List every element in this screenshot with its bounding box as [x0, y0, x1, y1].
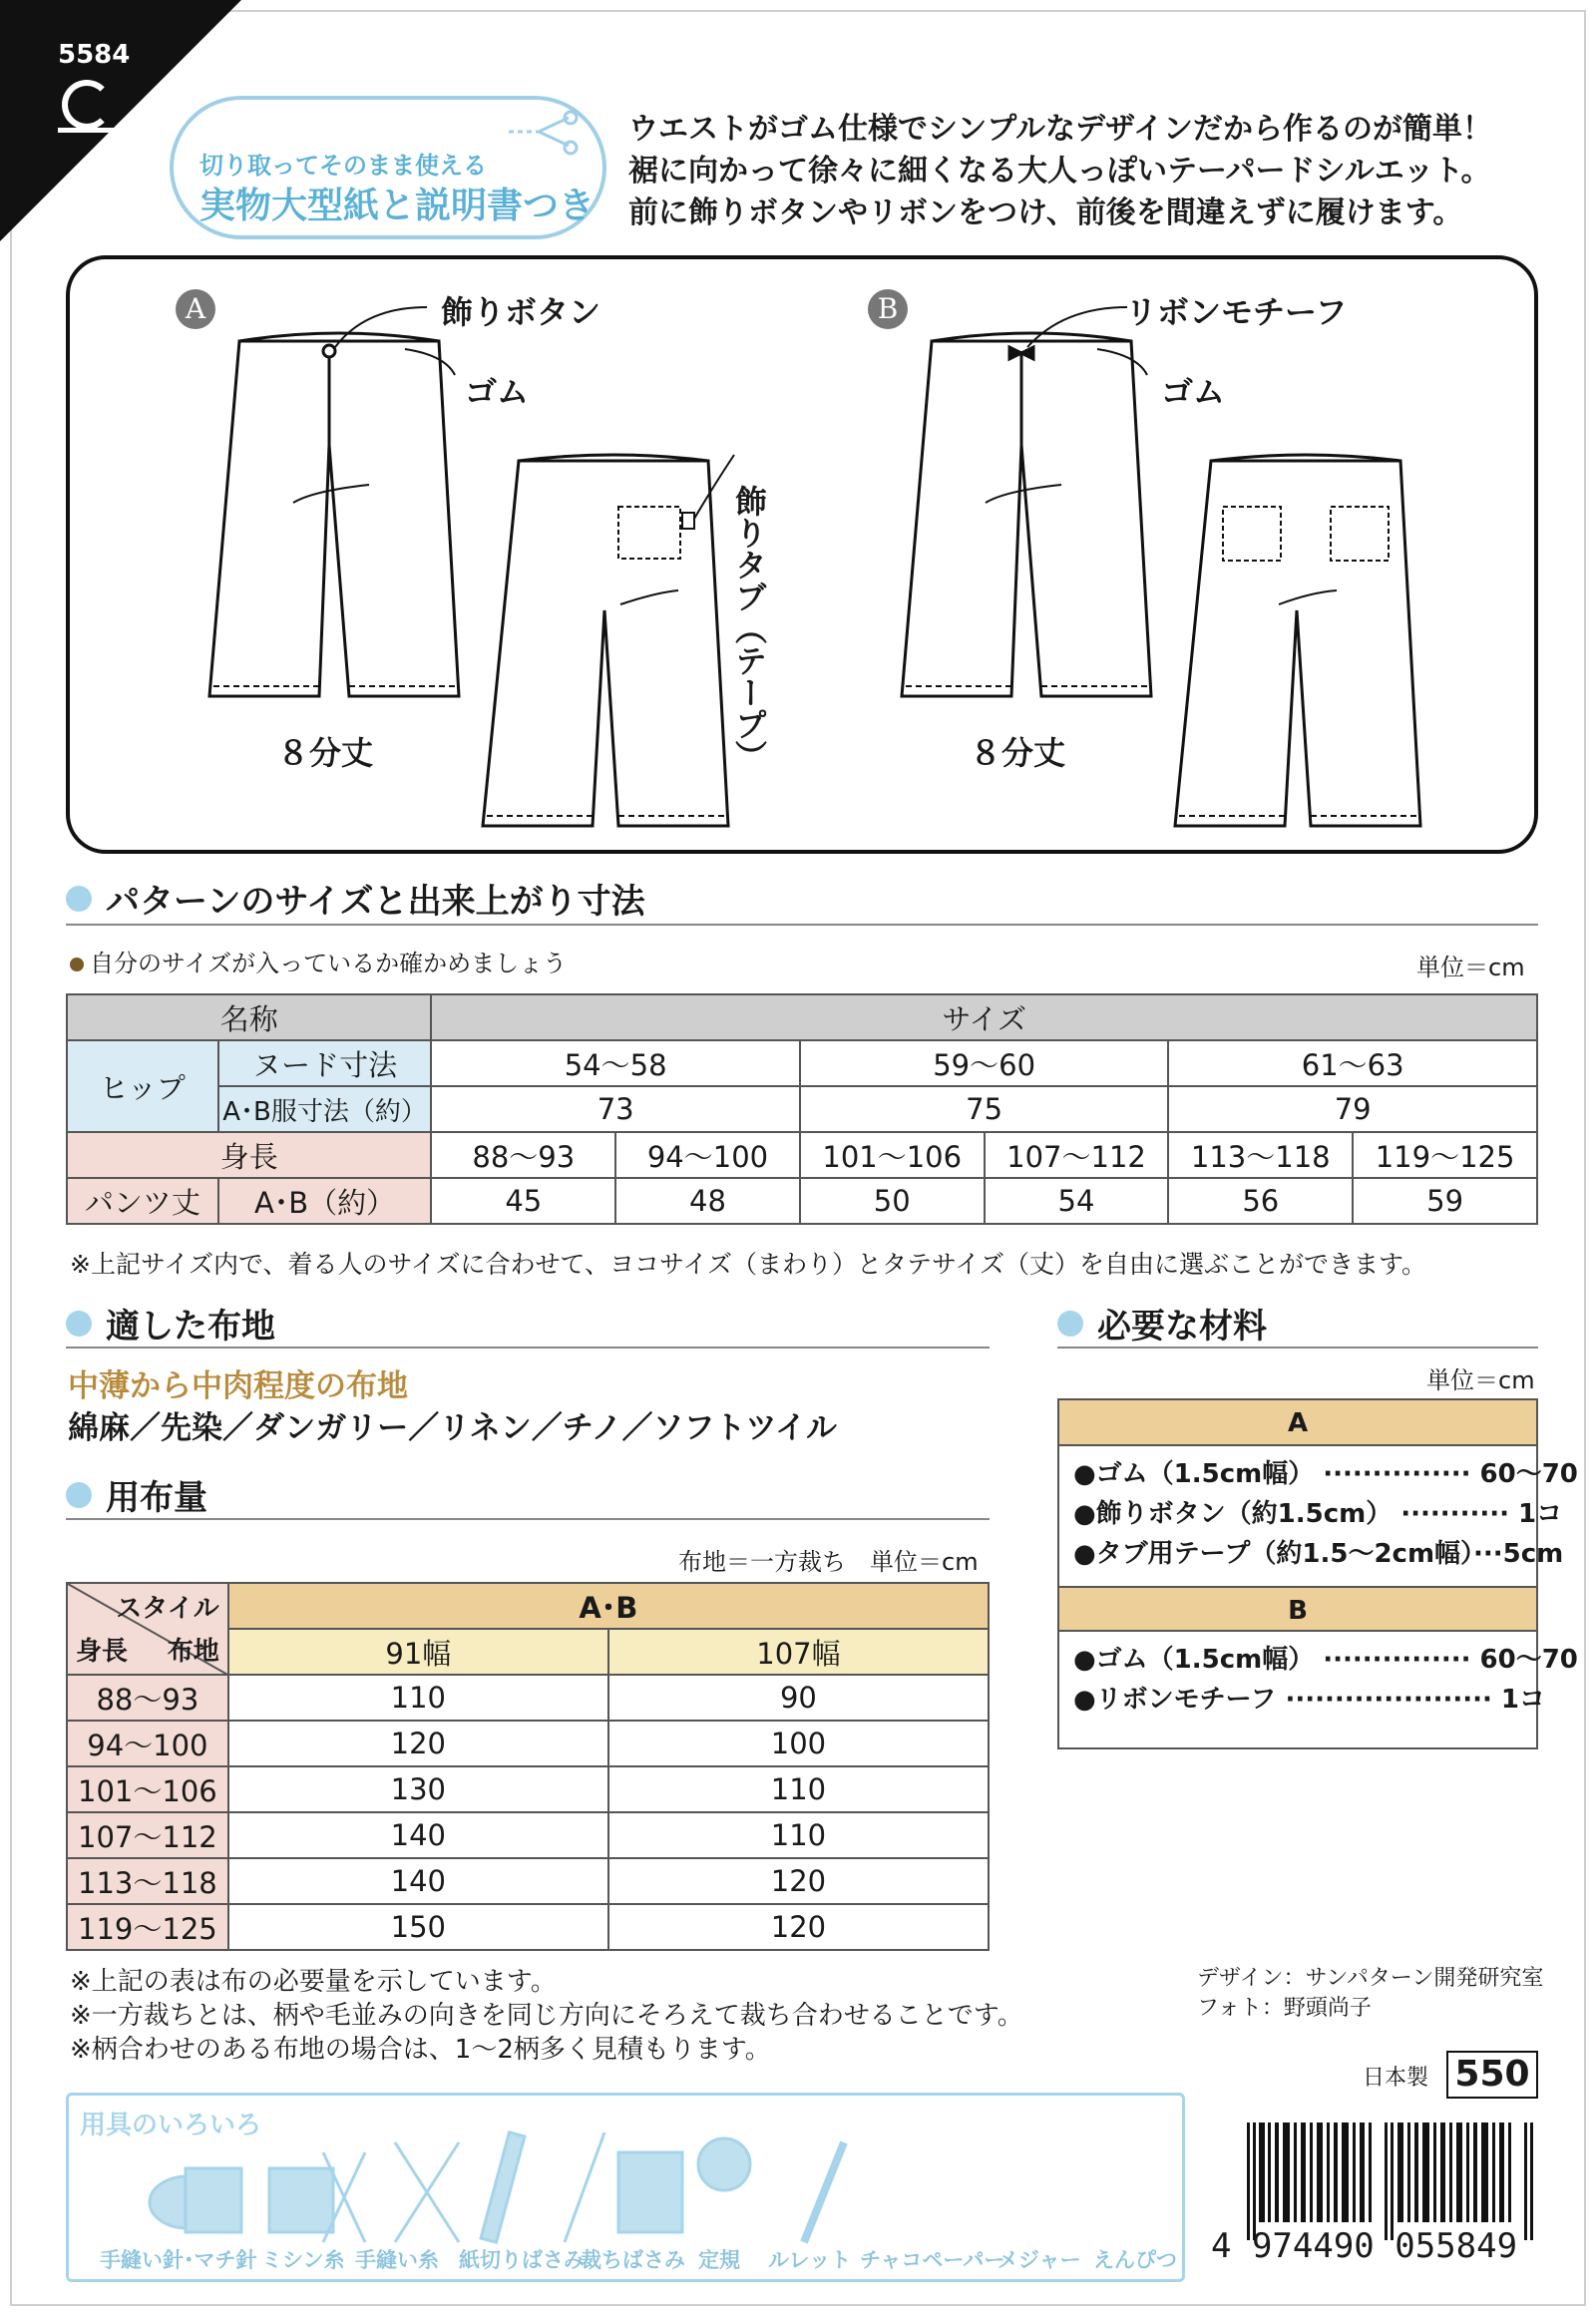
- nude-value: 54〜58: [431, 1040, 799, 1086]
- badge-title: 実物大型紙と説明書つき: [200, 186, 596, 226]
- badge-subtitle: 切り取ってそのまま使える: [200, 152, 487, 180]
- yardage-91: 110: [228, 1675, 608, 1721]
- height-value: 88〜93: [431, 1132, 615, 1178]
- product-code: 5584: [58, 40, 131, 70]
- pencil-icon: [804, 2142, 844, 2242]
- garment-label: A･B服寸法（約）: [218, 1086, 432, 1132]
- size-table: [66, 993, 1538, 1225]
- yardage-91: 120: [228, 1721, 608, 1766]
- yardage-section-rule: [66, 1518, 990, 1520]
- yardage-height: 107〜112: [67, 1812, 228, 1858]
- pants-ab-label: A･B（約）: [218, 1178, 432, 1224]
- pants-value: 59: [1353, 1178, 1537, 1224]
- yardage-height: 94〜100: [67, 1721, 228, 1766]
- materials-unit: 単位＝cm: [1426, 1366, 1535, 1394]
- height-value: 107〜112: [985, 1132, 1169, 1178]
- design-credit: デザイン：サンパターン開発研究室: [1197, 1966, 1544, 1991]
- material-item: ●タブ用テープ（約1.5〜2cm幅）···5cm: [1073, 1539, 1564, 1569]
- tool-label: えんぴつ: [1093, 2248, 1177, 2272]
- materials-section-title: 必要な材料: [1057, 1299, 1267, 1348]
- photo-credit: フォト：野頭尚子: [1197, 1996, 1372, 2021]
- tool-label: 手縫い糸: [355, 2248, 439, 2272]
- tool-label: 定規: [698, 2248, 740, 2272]
- pants-value: 48: [615, 1178, 800, 1224]
- material-item: ●ゴム（1.5cm幅） ··············· 60〜70: [1073, 1645, 1578, 1675]
- fabric-types: 綿麻／先染／ダンガリー／リネン／チノ／ソフトツイル: [68, 1410, 837, 1446]
- fabric-section-title: 適した布地: [66, 1299, 275, 1348]
- garment-value: 79: [1168, 1086, 1537, 1132]
- ruler-icon: [481, 2132, 525, 2242]
- tool-label: ミシン糸: [261, 2248, 345, 2272]
- fabric-weight: 中薄から中肉程度の布地: [68, 1368, 408, 1404]
- yardage-table: [66, 1582, 990, 1951]
- materials-section-rule: [1057, 1347, 1538, 1349]
- fabric-col-label: 布地: [167, 1637, 219, 1667]
- price: 550: [1446, 2051, 1538, 2099]
- tool-label: 裁ちばさみ: [581, 2248, 685, 2272]
- scissors-icon: [509, 110, 579, 160]
- yardage-107: 120: [608, 1904, 989, 1950]
- length-label-a: ８分丈: [277, 734, 374, 772]
- size-unit: 単位＝cm: [1416, 954, 1525, 981]
- pants-value: 50: [800, 1178, 985, 1224]
- tool-label: 手縫い針･マチ針: [100, 2248, 257, 2272]
- yardage-height: 101〜106: [67, 1766, 228, 1812]
- yardage-height: 113〜118: [67, 1858, 228, 1904]
- tool-label: メジャー: [998, 2248, 1081, 2272]
- section-dot-icon: [66, 1311, 92, 1337]
- barcode: [1247, 2123, 1536, 2240]
- tool-label: ルレット: [768, 2248, 852, 2272]
- callout-ribbon: リボンモチーフ: [1125, 293, 1348, 331]
- size-section-rule: [66, 924, 1538, 926]
- height-value: 101〜106: [800, 1132, 985, 1178]
- height-value: 94〜100: [615, 1132, 800, 1178]
- header-size: サイズ: [431, 994, 1537, 1040]
- yardage-107: 100: [608, 1721, 989, 1766]
- style-a-badge: A: [176, 289, 215, 329]
- brand-logo-icon: [62, 80, 112, 130]
- tracing-wheel-icon: [565, 2132, 604, 2242]
- width-107-header: 107幅: [608, 1629, 989, 1675]
- measure-tape-icon: [698, 2138, 750, 2190]
- style-label: スタイル: [116, 1594, 219, 1624]
- yardage-107: 90: [608, 1675, 989, 1721]
- size-note: ※上記サイズ内で、着る人のサイズに合わせて、ヨコサイズ（まわり）とタテサイズ（丈）を自由に選ぶことができます。: [70, 1250, 1426, 1279]
- height-label: 身長: [67, 1132, 431, 1178]
- height-value: 119〜125: [1353, 1132, 1537, 1178]
- nude-value: 59〜60: [800, 1040, 1169, 1086]
- intro-line-1: ウエストがゴム仕様でシンプルなデザインだから作るのが簡単！: [628, 112, 1492, 147]
- yardage-91: 140: [228, 1858, 608, 1904]
- material-item: ●リボンモチーフ ····················· 1コ: [1073, 1685, 1545, 1715]
- yardage-height: 119〜125: [67, 1904, 228, 1950]
- yardage-section-title: 用布量: [66, 1470, 207, 1519]
- material-item: ●ゴム（1.5cm幅） ··············· 60〜70: [1073, 1459, 1578, 1489]
- size-section-title: パターンのサイズと出来上がり寸法: [66, 874, 645, 923]
- chalk-paper-icon: [618, 2152, 682, 2232]
- garment-value: 73: [431, 1086, 799, 1132]
- yardage-note: ※柄合わせのある布地の場合は、1〜2柄多く見積もります。: [70, 2035, 771, 2065]
- section-dot-icon: [66, 1482, 92, 1508]
- style-b-badge: B: [868, 289, 908, 329]
- garment-value: 75: [800, 1086, 1169, 1132]
- yardage-note: ※上記の表は布の必要量を示しています。: [70, 1967, 557, 1997]
- hip-label: ヒップ: [67, 1040, 218, 1132]
- width-91-header: 91幅: [228, 1629, 608, 1675]
- brand-logo-underline: [58, 128, 120, 133]
- nude-label: ヌード寸法: [218, 1040, 432, 1086]
- height-col-label: 身長: [76, 1637, 129, 1667]
- section-dot-icon: [66, 886, 92, 912]
- tool-label: チャコペーパー: [860, 2248, 1005, 2272]
- materials-b-header: B: [1059, 1586, 1536, 1632]
- tool-label: 紙切りばさみ: [459, 2248, 585, 2272]
- callout-elastic-a: ゴム: [465, 373, 530, 411]
- made-in-label: 日本製: [1363, 2066, 1429, 2091]
- height-value: 113〜118: [1168, 1132, 1353, 1178]
- yardage-91: 140: [228, 1812, 608, 1858]
- callout-elastic-b: ゴム: [1161, 373, 1226, 411]
- ab-header: A･B: [228, 1583, 989, 1629]
- tools-title: 用具のいろいろ: [80, 2111, 262, 2140]
- section-dot-icon: [1057, 1311, 1083, 1337]
- pants-label: パンツ丈: [67, 1178, 218, 1224]
- length-label-b: ８分丈: [970, 734, 1066, 772]
- pants-value: 56: [1168, 1178, 1353, 1224]
- materials-a-header: A: [1059, 1400, 1536, 1446]
- yardage-note: ※一方裁ちとは、柄や毛並みの向きを同じ方向にそろえて裁ち合わせることです。: [70, 2001, 1023, 2031]
- yardage-107: 120: [608, 1858, 989, 1904]
- callout-tab: 飾りタブ（テープ）: [730, 485, 768, 772]
- intro-line-3: 前に飾りボタンやリボンをつけ、前後を間違えずに履けます。: [628, 195, 1463, 230]
- yardage-unit: 布地＝一方裁ち 単位＝cm: [678, 1548, 979, 1576]
- fabric-section-rule: [66, 1347, 990, 1349]
- yardage-91: 130: [228, 1766, 608, 1812]
- intro-line-2: 裾に向かって徐々に細くなる大人っぽいテーパードシルエット。: [628, 154, 1491, 189]
- yardage-91: 150: [228, 1904, 608, 1950]
- barcode-number: 4 974490 055849: [1211, 2226, 1518, 2266]
- hand-thread-icon: [269, 2168, 333, 2232]
- material-item: ●飾りボタン（約1.5cm） ··········· 1コ: [1073, 1499, 1563, 1529]
- size-hint: 自分のサイズが入っているか確かめましょう: [70, 944, 567, 978]
- callout-button: 飾りボタン: [441, 293, 601, 331]
- yardage-height: 88〜93: [67, 1675, 228, 1721]
- yardage-107: 110: [608, 1812, 989, 1858]
- pants-value: 45: [431, 1178, 615, 1224]
- header-name: 名称: [67, 994, 431, 1040]
- nude-value: 61〜63: [1168, 1040, 1537, 1086]
- pants-value: 54: [985, 1178, 1169, 1224]
- yardage-corner: [67, 1583, 228, 1675]
- materials-box: [1057, 1398, 1578, 1749]
- yardage-107: 110: [608, 1766, 989, 1812]
- thread-spool-icon: [186, 2168, 241, 2232]
